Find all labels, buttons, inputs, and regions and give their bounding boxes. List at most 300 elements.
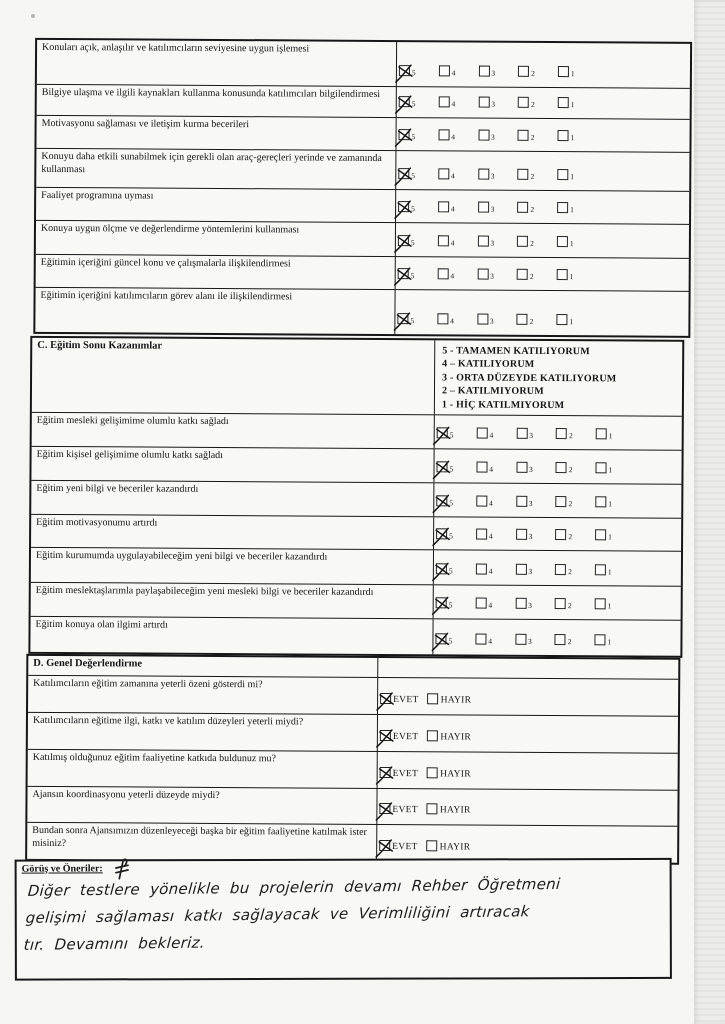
handwriting-line: tır. Devamını bekleriz. [23,933,206,954]
checkbox-number: 5 [411,68,416,78]
rating-checkbox-4[interactable] [476,564,493,575]
checkbox-box [516,529,527,540]
checkbox-number: 3 [528,600,532,610]
question-label: Motivasyonu sağlaması ve iletişim kurma becerileri [41,117,250,131]
rating-checkbox-1[interactable] [556,314,573,325]
rating-checkbox-4[interactable] [476,462,493,473]
checkbox-box [558,66,569,77]
rating-checkbox-1[interactable] [594,634,611,645]
rating-group [398,199,597,218]
comments-label: Görüş ve Öneriler: [21,863,103,875]
rating-checkbox-3[interactable] [478,97,495,108]
question-cell [30,617,433,654]
table-row [31,446,681,484]
question-cell [37,40,397,86]
checkbox-box [557,236,568,247]
table-row [36,148,689,191]
question-cell [36,149,396,189]
checkbox-box [555,529,566,540]
rating-checkbox-2[interactable] [518,169,535,180]
checkbox-label: HAYIR [439,805,471,816]
checkbox-number: 4 [451,171,455,181]
rating-group [399,63,598,82]
rating-checkbox-2[interactable] [518,130,535,141]
question-label: Eğitim konuya olan ilgimi artırdı [35,618,168,631]
checkbox-number: 4 [450,238,455,248]
yesno-checkbox-hayir[interactable] [427,767,471,778]
table-row [36,187,689,224]
rating-checkbox-3[interactable] [477,236,494,247]
checkbox-number: 3 [491,99,496,109]
checkbox-box [516,462,527,473]
question-cell [32,413,435,448]
answer-cell [377,789,677,826]
yesno-checkbox-evet[interactable] [379,840,418,851]
checkbox-box [478,169,489,180]
rating-checkbox-3[interactable] [516,462,533,473]
checkbox-number: 3 [528,498,533,508]
section-c-title: C. Eğitim Sonu Kazanımlar [37,339,163,352]
rating-checkbox-4[interactable] [475,634,492,645]
checkbox-box [517,314,528,325]
rating-checkbox-5[interactable] [436,495,453,506]
legend-line: 2 – KATILMIYORUM [441,385,544,398]
table-row [36,115,689,152]
training-outcomes-table [28,336,684,658]
checkbox-box [427,803,438,814]
rating-group [437,425,636,444]
checkbox-label: HAYIR [439,842,471,853]
checkbox-box [517,269,528,280]
checkbox-number: 4 [489,498,493,508]
rating-checkbox-5[interactable] [399,96,416,107]
checkbox-number: 1 [608,499,613,509]
rating-cell [433,619,680,656]
rating-group [397,311,596,330]
rating-checkbox-2[interactable] [517,314,534,325]
yesno-checkbox-evet[interactable] [379,803,418,814]
rating-checkbox-1[interactable] [557,236,574,247]
checkbox-box [380,767,391,778]
rating-checkbox-5[interactable] [398,235,415,246]
checkbox-box [398,268,409,279]
rating-checkbox-3[interactable] [478,202,495,213]
rating-checkbox-3[interactable] [477,269,494,280]
rating-checkbox-3[interactable] [516,428,533,439]
rating-group [436,526,635,545]
checkbox-box [379,840,390,851]
rating-group [399,94,598,113]
yesno-group [380,728,480,747]
checkbox-box [427,767,438,778]
table-row [36,220,689,258]
question-label: Eğitimin içeriğini katılımcıların görev alanı ile ilişkilendirmesi [40,289,293,303]
rating-checkbox-4[interactable] [438,129,455,140]
question-cell [31,515,434,549]
checkbox-box [557,169,568,180]
checkbox-number: 3 [491,68,496,78]
checkbox-number: 1 [569,272,574,282]
checkbox-number: 5 [411,132,416,142]
question-cell [27,823,377,861]
rating-checkbox-3[interactable] [478,130,495,141]
rating-group [436,459,635,478]
rating-group [398,266,597,285]
checkbox-number: 1 [570,100,575,110]
checkbox-box [438,235,449,246]
checkbox-number: 1 [570,69,575,79]
checkbox-number: 1 [570,172,575,182]
rating-checkbox-3[interactable] [478,169,495,180]
checkbox-box [558,130,569,141]
checkbox-number: 2 [530,132,535,142]
table-row [31,582,681,620]
checkbox-box [438,96,449,107]
rating-checkbox-5[interactable] [397,313,414,324]
checkbox-box [379,803,390,814]
checkbox-number: 1 [570,133,575,143]
checkbox-label: HAYIR [440,732,472,743]
rating-checkbox-5[interactable] [399,65,416,76]
general-evaluation-table [25,654,680,865]
rating-cell [434,550,681,586]
checkbox-box [438,201,449,212]
checkbox-number: 4 [488,531,493,541]
checkbox-number: 5 [449,430,454,440]
rating-checkbox-1[interactable] [595,598,612,609]
checkbox-label: EVET [392,842,418,853]
rating-legend [435,340,682,416]
rating-checkbox-4[interactable] [476,529,493,540]
yesno-checkbox-evet[interactable] [380,693,419,704]
table-header-row [28,656,678,679]
question-label: Eğitim mesleki gelişimime olumlu katkı sağladı [36,414,229,428]
checkbox-number: 4 [450,316,454,326]
checkbox-box [427,840,438,851]
yesno-group [379,801,479,820]
checkbox-box [555,564,566,575]
checkbox-box [478,97,489,108]
question-cell [28,676,378,714]
checkbox-number: 5 [410,271,415,281]
checkbox-box [438,168,449,179]
table-row [28,712,678,753]
checkbox-number: 1 [570,205,574,215]
checkbox-box [518,130,529,141]
rating-cell [434,449,681,484]
checkbox-number: 1 [608,431,613,441]
checkbox-box [476,529,487,540]
question-cell [28,713,378,751]
rating-checkbox-4[interactable] [437,313,454,324]
checkbox-box [516,496,527,507]
question-cell [28,750,378,788]
checkbox-box [475,634,486,645]
checkbox-box [594,634,605,645]
rating-checkbox-3[interactable] [515,564,532,575]
rating-checkbox-4[interactable] [476,496,493,507]
comments-box [15,858,672,981]
rating-checkbox-4[interactable] [476,428,493,439]
section-title-cell [32,338,435,414]
checkbox-box [437,427,448,438]
rating-cell [397,42,690,88]
checkbox-label: EVET [392,805,418,816]
rating-group [398,233,597,252]
checkbox-number: 2 [530,204,535,214]
yesno-group [379,838,479,857]
question-label: Katılımcıların eğitime ilgi, katkı ve katılım düzeyleri yeterli miydi? [32,714,304,728]
checkbox-number: 5 [411,204,415,214]
checkbox-box [436,461,447,472]
rating-checkbox-3[interactable] [478,66,495,77]
rating-checkbox-1[interactable] [595,564,612,575]
checkbox-box [476,564,487,575]
rating-cell [396,190,689,224]
rating-cell [434,517,681,551]
checkbox-box [516,428,527,439]
checkbox-number: 1 [607,567,612,577]
rating-checkbox-5[interactable] [398,268,415,279]
question-cell [36,255,396,289]
rating-checkbox-1[interactable] [595,462,612,473]
checkbox-box [435,633,446,644]
checkbox-number: 4 [451,68,456,78]
handwritten-comments [23,870,661,959]
rating-group [398,166,597,185]
checkbox-box [556,496,567,507]
checkbox-box [428,693,439,704]
rating-checkbox-1[interactable] [557,269,574,280]
rating-checkbox-5[interactable] [436,528,453,539]
checkbox-number: 2 [567,601,572,611]
checkbox-number: 3 [490,238,495,248]
yesno-checkbox-evet[interactable] [380,767,419,778]
checkbox-label: HAYIR [440,769,471,780]
question-label: Konuya uygun ölçme ve değerlendirme yöntemlerini kullanması [40,222,300,236]
checkbox-box [476,462,487,473]
checkbox-box [556,462,567,473]
checkbox-number: 5 [449,464,454,474]
question-label: Eğitim kurumumda uygulayabileceğim yeni bilgi ve beceriler kazandırdı [35,549,328,563]
rating-cell [396,118,689,152]
rating-checkbox-2[interactable] [518,97,535,108]
rating-cell [434,585,681,620]
table-row [28,749,678,790]
table-header-row [32,338,682,416]
checkbox-number: 1 [607,637,612,647]
checkbox-box [596,428,607,439]
table-row [37,40,690,88]
checkbox-box [399,96,410,107]
checkbox-number: 2 [568,465,573,475]
rating-checkbox-5[interactable] [436,461,453,472]
rating-checkbox-2[interactable] [517,269,534,280]
checkbox-box [436,495,447,506]
question-label: Katılımcıların eğitim zamanına yeterli özeni gösterdi mi? [33,677,263,691]
question-label: Katılmış olduğunuz eğitim faaliyetine katkıda buldunuz mu? [32,751,277,765]
yesno-checkbox-hayir[interactable] [427,730,471,741]
rating-checkbox-1[interactable] [558,130,575,141]
checkbox-number: 1 [608,532,612,542]
checkbox-box [398,168,409,179]
rating-checkbox-3[interactable] [515,634,532,645]
rating-checkbox-4[interactable] [438,201,455,212]
checkbox-box [399,65,410,76]
rating-checkbox-2[interactable] [556,496,573,507]
yesno-checkbox-hayir[interactable] [427,840,471,851]
answer-cell [378,678,678,716]
legend-line: 1 - HİÇ KATILMIYORUM [441,398,565,411]
checkbox-box [476,428,487,439]
checkbox-number: 3 [490,171,495,181]
checkbox-box [518,97,529,108]
checkbox-number: 2 [529,271,534,281]
checkbox-box [515,564,526,575]
checkbox-number: 3 [490,271,494,281]
handwriting-line: Diğer testlere yönelikle bu projelerin devamı Rehber Öğretmeni [27,874,562,900]
question-label: Ajansın koordinasyonu yeterli düzeyde miydi? [32,788,220,801]
table-row [32,412,682,450]
checkbox-box [556,314,567,325]
question-label: Konuları açık, anlaşılır ve katılımcıların seviyesine uygun işlemesi [42,41,310,55]
checkbox-box [557,269,568,280]
checkbox-number: 5 [448,566,453,576]
rating-checkbox-4[interactable] [475,598,492,609]
legend-line: 5 - TAMAMEN KATILIYORUM [442,345,590,358]
checkbox-number: 1 [608,465,613,475]
checkbox-number: 3 [489,316,494,326]
table-row [35,287,688,336]
checkbox-number: 4 [451,99,456,109]
question-cell [31,583,434,618]
rating-checkbox-4[interactable] [438,168,455,179]
checkbox-number: 3 [490,204,495,214]
checkbox-box [595,462,606,473]
rating-checkbox-4[interactable] [438,96,455,107]
rating-checkbox-2[interactable] [555,634,572,645]
handwriting-line: gelişimi sağlaması katkı sağlayacak ve Verimliliğini artıracak [25,902,531,927]
rating-checkbox-2[interactable] [556,428,573,439]
checkbox-number: 2 [530,99,535,109]
table-row [31,514,681,551]
rating-checkbox-5[interactable] [435,633,452,644]
checkbox-box [595,496,606,507]
rating-checkbox-5[interactable] [398,201,415,212]
rating-group [398,127,597,146]
rating-checkbox-4[interactable] [437,268,454,279]
yesno-group [380,691,480,710]
checkbox-box [515,634,526,645]
rating-checkbox-1[interactable] [557,202,574,213]
question-label: Eğitim yeni bilgi ve beceriler kazandırdı [36,482,199,495]
rating-group [436,493,635,512]
checkbox-box [436,597,447,608]
checkbox-box [380,693,391,704]
checkbox-box [557,202,568,213]
table-row [37,84,690,119]
checkbox-box [555,598,566,609]
checkbox-number: 3 [529,430,533,440]
rating-group [435,631,634,650]
rating-cell [396,151,689,191]
question-cell [31,548,434,584]
question-label: Bilgiye ulaşma ve ilgili kaynakları kullanma konusunda katılımcıları bilgilendirmesi [41,86,381,100]
question-label: Konuyu daha etkili sunabilmek için gerekli olan araç-gereçleri yerinde ve zamanında kullanması [41,150,382,175]
rating-checkbox-2[interactable] [517,236,534,247]
yesno-checkbox-evet[interactable] [380,730,419,741]
checkbox-box [595,564,606,575]
rating-cell [396,257,689,291]
rating-cell [434,483,681,518]
yesno-checkbox-hayir[interactable] [427,803,471,814]
question-cell [37,85,397,117]
rating-checkbox-1[interactable] [595,529,612,540]
checkbox-box [436,563,447,574]
checkbox-box [427,730,438,741]
rating-checkbox-2[interactable] [517,202,534,213]
checkbox-number: 3 [528,566,533,576]
rating-checkbox-3[interactable] [516,496,533,507]
checkbox-box [439,65,450,76]
checkbox-label: EVET [392,732,419,743]
rating-checkbox-3[interactable] [515,598,532,609]
rating-checkbox-4[interactable] [439,65,456,76]
rating-checkbox-3[interactable] [477,314,494,325]
checkbox-number: 2 [529,316,534,326]
rating-checkbox-2[interactable] [518,66,535,77]
checkbox-number: 5 [411,99,416,109]
rating-checkbox-1[interactable] [595,496,612,507]
checkbox-number: 1 [569,239,574,249]
checkbox-number: 5 [448,600,453,610]
checkbox-box [478,202,489,213]
rating-checkbox-5[interactable] [436,597,453,608]
checkbox-box [478,130,489,141]
checkbox-number: 4 [488,636,492,646]
rating-checkbox-3[interactable] [516,529,533,540]
checkbox-number: 5 [411,171,416,181]
rating-checkbox-5[interactable] [437,427,454,438]
rating-checkbox-5[interactable] [399,129,416,140]
checkbox-box [477,269,488,280]
rating-checkbox-1[interactable] [596,428,613,439]
rating-group [436,561,635,580]
rating-checkbox-2[interactable] [555,529,572,540]
question-label: Eğitim motivasyonumu artırdı [36,516,158,529]
checkbox-number: 2 [531,68,535,78]
answer-cell [378,752,678,790]
rating-checkbox-1[interactable] [557,169,574,180]
rating-checkbox-4[interactable] [438,235,455,246]
rating-checkbox-2[interactable] [555,564,572,575]
question-label: Eğitim meslektaşlarımla paylaşabileceğim yeni mesleki bilgi ve beceriler kazandırdı [35,584,374,598]
rating-group [436,595,635,614]
checkbox-number: 5 [448,636,453,646]
rating-checkbox-1[interactable] [558,66,575,77]
rating-checkbox-2[interactable] [555,598,572,609]
checkbox-number: 5 [410,238,415,248]
rating-checkbox-2[interactable] [556,462,573,473]
checkbox-number: 5 [410,316,415,326]
question-cell [31,447,434,482]
checkbox-number: 4 [489,430,494,440]
yesno-checkbox-hayir[interactable] [428,693,472,704]
rating-checkbox-5[interactable] [398,168,415,179]
checkbox-box [517,236,528,247]
rating-checkbox-1[interactable] [558,97,575,108]
rating-checkbox-5[interactable] [436,563,453,574]
